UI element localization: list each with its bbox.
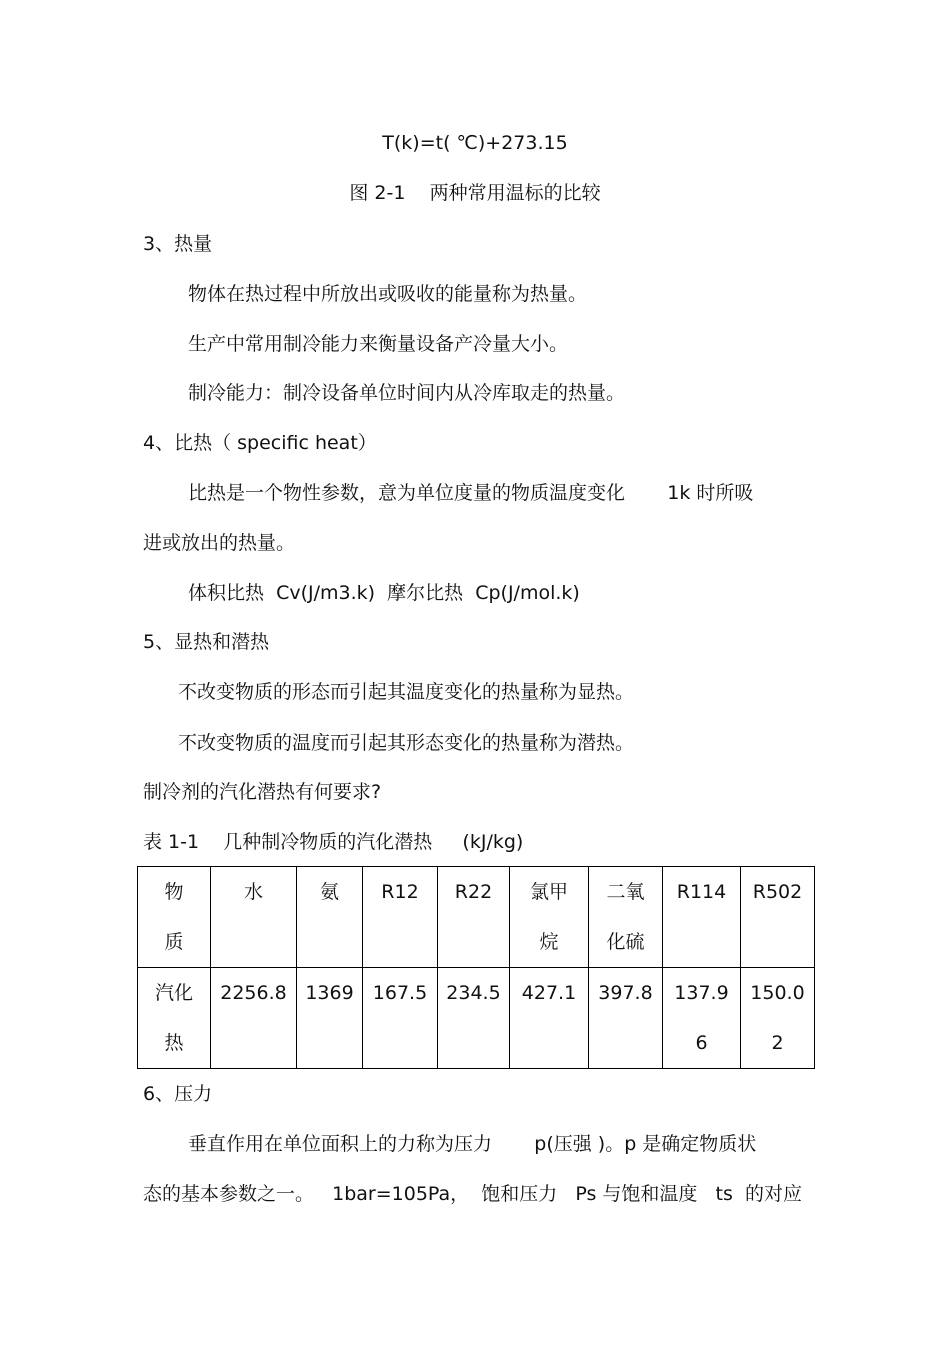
paragraph: 不改变物质的形态而引起其温度变化的热量称为显热。 [178,681,635,703]
table-cell: R12 [363,867,438,968]
section-heading-pressure: 6、压力 [143,1083,213,1105]
paragraph: 垂直作用在单位面积上的力称为压力 p(压强 )。p 是确定物质状 [188,1133,757,1155]
table-row [138,968,815,1069]
paragraph: 制冷能力：制冷设备单位时间内从冷库取走的热量。 [188,382,626,404]
table-cell: R114 [663,867,741,968]
table-cell: 397.8 [589,968,663,1069]
table-cell: 2256.8 [211,968,297,1069]
table-cell: R22 [438,867,510,968]
section-heading-sensible-latent: 5、显热和潜热 [143,631,270,653]
paragraph: 不改变物质的温度而引起其形态变化的热量称为潜热。 [178,732,635,754]
table-cell: 234.5 [438,968,510,1069]
paragraph: 进或放出的热量。 [143,532,296,554]
formula: T(k)=t( ℃)+273.15 [382,132,568,154]
table-caption: 表 1-1 几种制冷物质的汽化潜热 (kJ/kg) [143,831,524,853]
table-cell: 427.1 [510,968,589,1069]
table-cell: R502 [741,867,815,968]
table-cell: 水 [211,867,297,968]
table-cell: 汽化 热 [138,968,211,1069]
table-cell: 氨 [297,867,363,968]
section-heading-heat: 3、热量 [143,233,213,255]
table-cell: 氯甲 烷 [510,867,589,968]
table-cell: 二氧 化硫 [589,867,663,968]
table-header-row [138,867,815,968]
section-heading-specific-heat: 4、比热（ specific heat） [143,432,377,454]
table-cell: 150.0 2 [741,968,815,1069]
paragraph: 生产中常用制冷能力来衡量设备产冷量大小。 [188,333,569,355]
paragraph: 比热是一个物性参数，意为单位度量的物质温度变化 1k 时所吸 [188,482,754,504]
latent-heat-table [137,866,815,1069]
table-cell: 137.9 6 [663,968,741,1069]
question: 制冷剂的汽化潜热有何要求? [143,781,382,803]
table-cell: 物 质 [138,867,211,968]
figure-caption: 图 2-1 两种常用温标的比较 [349,182,601,204]
paragraph: 态的基本参数之一。 1bar=105Pa， 饱和压力 Ps 与饱和温度 ts 的对应 [143,1183,802,1205]
paragraph: 体积比热 Cv(J/m3.k) 摩尔比热 Cp(J/mol.k) [188,582,580,604]
table-cell: 1369 [297,968,363,1069]
table-cell: 167.5 [363,968,438,1069]
paragraph: 物体在热过程中所放出或吸收的能量称为热量。 [188,283,588,305]
